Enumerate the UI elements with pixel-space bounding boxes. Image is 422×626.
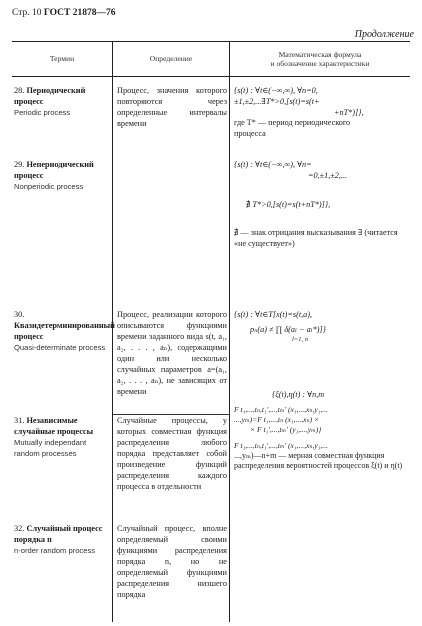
formula-line: pₙ(a) ≠ ∏ δ(aₗ − aₗ*)]} xyxy=(250,324,326,334)
table-row-32-term xyxy=(14,524,110,557)
term-en: Mutually independant random processes xyxy=(14,437,87,458)
term-en: Nonperiodic process xyxy=(14,181,84,191)
formula-line: +nT*)]}, xyxy=(334,107,364,117)
term-ru: Непериодический процесс xyxy=(14,160,94,180)
term-number: 31. xyxy=(14,416,25,425)
table-row-31-formula xyxy=(234,390,408,472)
table-row-28-formula xyxy=(234,86,408,140)
formula-line: ...,yₘ)—n+m — мерная совместная функция распределения вероятностей процессов ξ(t) и η(t) xyxy=(234,450,403,471)
formula-line: где T* — период периодического xyxy=(234,118,351,128)
formula-line: ...,yₘ)=F t₁,...,tₙ (x₁,...,xₙ) × xyxy=(234,414,320,424)
table-row-30-term xyxy=(14,310,115,354)
term-number: 32. xyxy=(14,524,25,533)
header-definition: Определение xyxy=(149,54,193,64)
term-ru: Независимые случайные процессы xyxy=(14,416,94,436)
table-row-32-definition: Случайный процесс, вполне определяемый своими функциями распределения порядка n, но не определяемый функциями распределения низшего порядка xyxy=(117,524,227,599)
formula-line: {ξ(t),η(t) : ∀n,m xyxy=(272,390,325,399)
formula-line: {s(t) : ∀t∈(−∞,∞), ∀n= xyxy=(234,160,312,169)
term-en: Periodic process xyxy=(14,107,71,117)
table-row-31-definition: Случайные процессы, у которых совместная функция распределения любого порядка представляет собой произведение функций распределения каждого процесса в отдельности xyxy=(117,416,227,491)
formula-line: ∄ T*>0,[s(t)=s(t+nT*)]}, xyxy=(246,199,331,209)
page-label: Стр. 10 xyxy=(12,8,42,18)
header-formula-line: и обозначение характеристики xyxy=(270,59,370,68)
table-row-29-formula xyxy=(234,160,408,250)
table-row-28-definition: Процесс, значения которого повторяются через определенные интервалы времени xyxy=(117,86,227,128)
terms-table xyxy=(12,41,410,622)
term-number: 29. xyxy=(14,160,25,169)
formula-line: l=1, n xyxy=(292,335,308,343)
header-formula xyxy=(230,42,410,76)
formula-line: {s(t) : ∀t∈T[x(t)=s(t,a), xyxy=(234,310,313,319)
row-separator xyxy=(113,414,230,415)
continuation-label: Продолжение xyxy=(354,29,414,40)
formula-line: ∄ — знак отрицания высказывания ∃ (читается «не существует») xyxy=(234,228,398,249)
formula-line: ±1,±2,...∃T*>0,[s(t)=s(t+ xyxy=(234,96,320,106)
formula-line: F t₁,...,tₙ,t₁',...,tₘ' (x₁,...,xₙ,y₁,... xyxy=(234,440,329,450)
term-en: Quasi-determinate process xyxy=(14,342,106,352)
table-row-30-definition: Процесс, реализации которого описываются функциями времени заданного вида s(t, a₁, a₂, . . . , aₙ), содержащими один или несколько случайных параметров a=(a₁, a₂, . . . , aₙ), не зависящих от времени xyxy=(117,310,227,396)
table-row-29-term xyxy=(14,160,110,193)
term-ru: Периодический процесс xyxy=(14,86,86,106)
formula-line: × F t₁',...,tₘ' (y₁,...,yₘ)} xyxy=(250,424,322,434)
formula-line: F t₁,...,tₙ,t₁',...,tₘ' (x₁,...,xₙ,y₁,... xyxy=(234,404,329,414)
standard-name: ГОСТ xyxy=(43,8,71,18)
table-header xyxy=(12,42,410,77)
header-term: Термин xyxy=(49,54,75,64)
term-ru: Квазидетерминированный процесс xyxy=(14,320,115,341)
page-number xyxy=(12,8,116,18)
term-number: 30. xyxy=(14,310,25,319)
header-formula-line: Математическая формула xyxy=(278,49,362,59)
column-divider xyxy=(112,42,113,622)
table-row-28-term xyxy=(14,86,110,119)
formula-line: процесса xyxy=(234,129,266,139)
formula-line: {s(t) : ∀t∈(−∞,∞), ∀n=0, xyxy=(234,86,318,95)
term-en: n-order random process xyxy=(14,545,96,555)
standard-number: 21878—76 xyxy=(72,8,116,18)
formula-line: =0,±1,±2,... xyxy=(308,170,348,180)
table-row-30-formula xyxy=(234,310,408,344)
column-divider xyxy=(229,42,230,622)
table-row-31-term xyxy=(14,416,110,460)
term-ru: Случайный процесс порядка n xyxy=(14,524,103,544)
term-number: 28. xyxy=(14,86,25,95)
page-header xyxy=(12,8,410,24)
